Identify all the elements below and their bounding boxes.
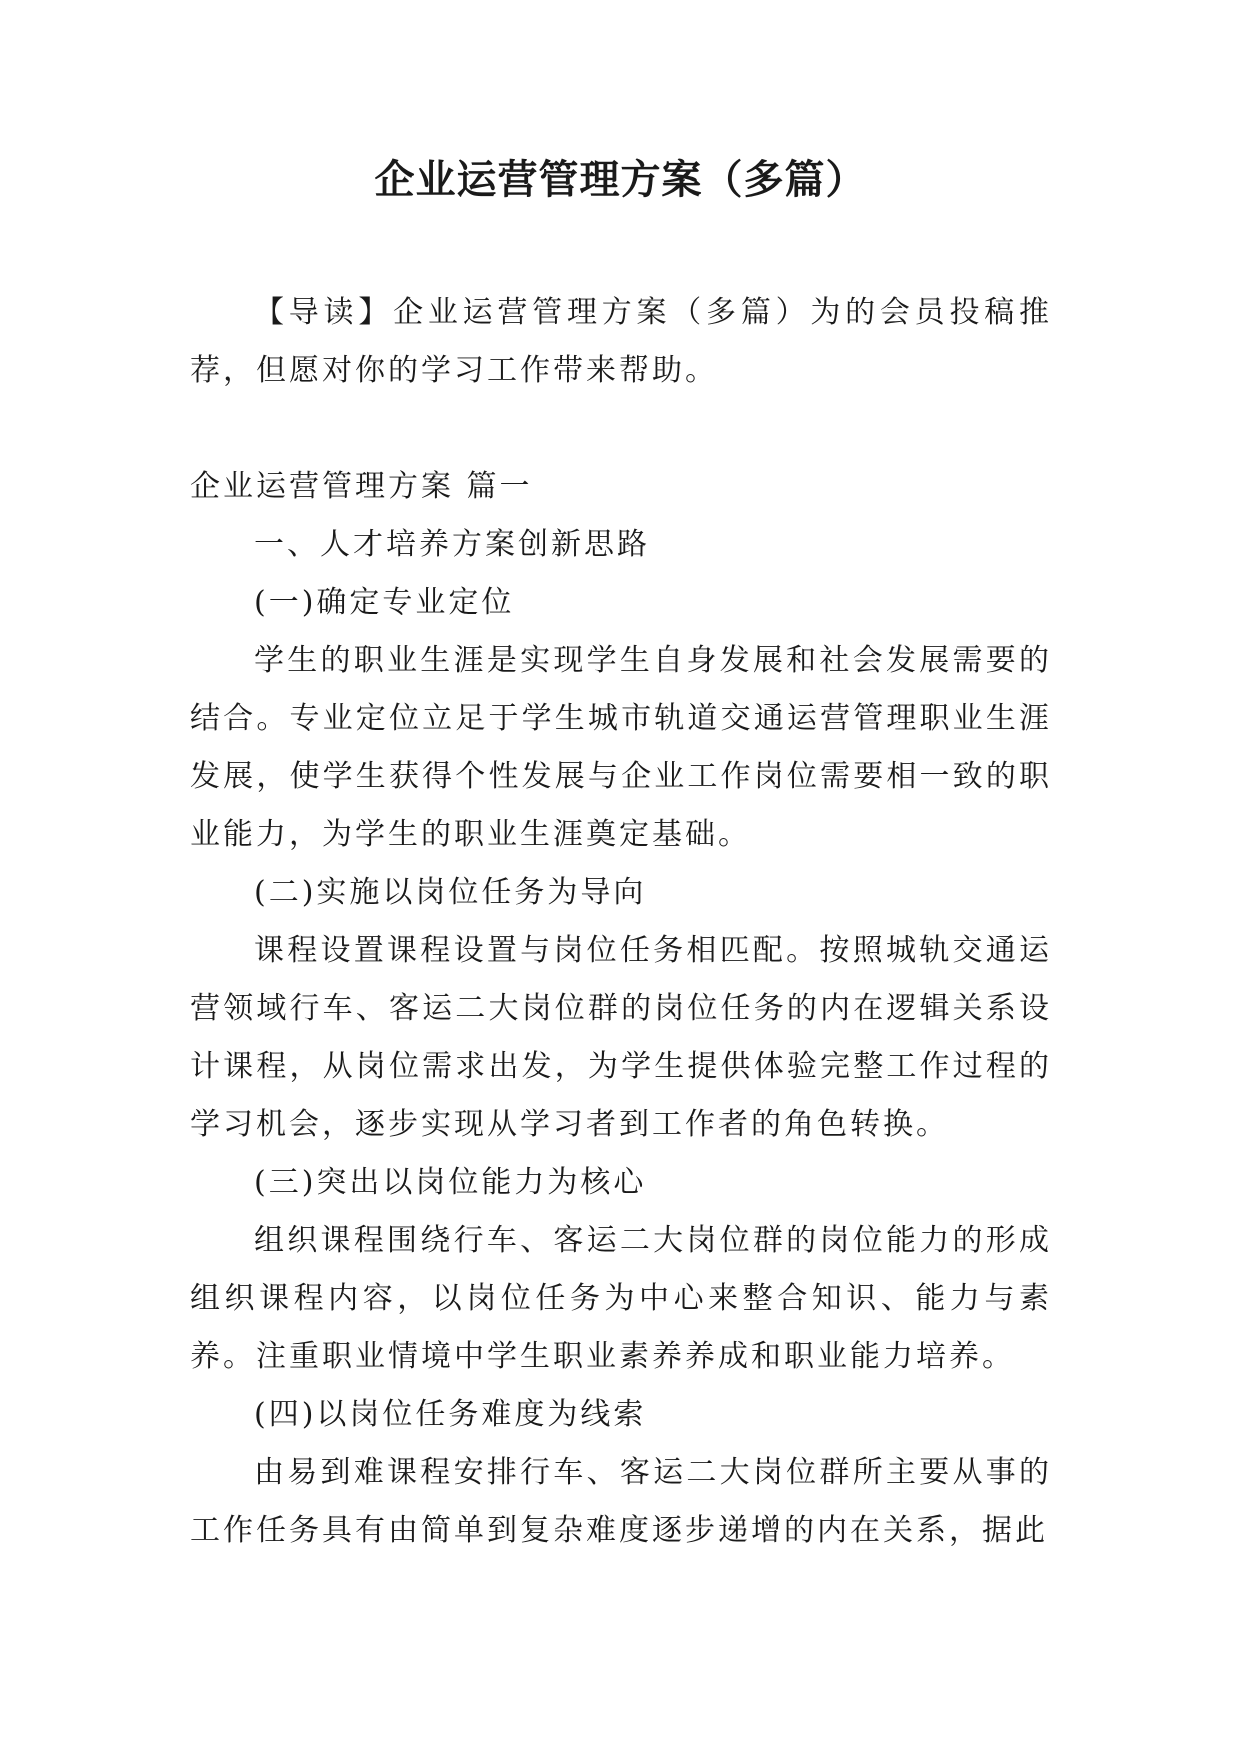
subheading-3: (三)突出以岗位能力为核心 — [254, 1165, 647, 1200]
body-paragraph: 学生的职业生涯是实现学生自身发展和社会发展需要的结合。专业定位立足于学生城市轨道交通运营管理职业生涯发展，使学生获得个性发展与企业工作岗位需要相一致的职业能力，为学生的职业生涯奠定基础。 — [190, 643, 1052, 852]
document-title: 企业运营管理方案（多篇） — [374, 156, 867, 203]
section-title: 企业运营管理方案 篇一 — [190, 469, 533, 504]
body-paragraph: 课程设置课程设置与岗位任务相匹配。按照城轨交通运营领域行车、客运二大岗位群的岗位任务的内在逻辑关系设计课程，从岗位需求出发，为学生提供体验完整工作过程的学习机会，逐步实现从学习者到工作者的角色转换。 — [190, 933, 1052, 1142]
body-paragraph: 组织课程围绕行车、客运二大岗位群的岗位能力的形成组织课程内容，以岗位任务为中心来整合知识、能力与素养。注重职业情境中学生职业素养养成和职业能力培养。 — [190, 1223, 1052, 1374]
subheading-4: (四)以岗位任务难度为线索 — [254, 1397, 647, 1432]
subheading-1: (一)确定专业定位 — [254, 585, 515, 620]
subheading-2: (二)实施以岗位任务为导向 — [254, 875, 647, 910]
body-paragraph: 由易到难课程安排行车、客运二大岗位群所主要从事的工作任务具有由简单到复杂难度逐步递增的内在关系，据此 — [190, 1455, 1052, 1548]
intro-paragraph: 【导读】企业运营管理方案（多篇）为的会员投稿推荐，但愿对你的学习工作带来帮助。 — [190, 295, 1052, 388]
document-body — [190, 284, 1052, 1560]
heading-1: 一、人才培养方案创新思路 — [254, 527, 650, 562]
